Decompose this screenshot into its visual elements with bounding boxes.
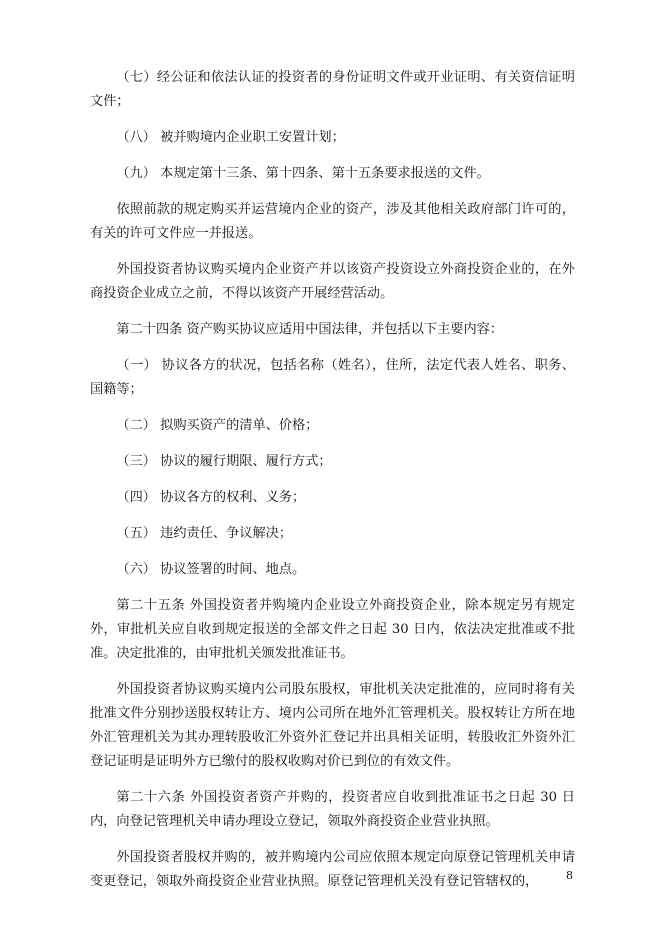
article-26: 第二十六条 外国投资者资产并购的，投资者应自收到批准证书之日起 30 日内，向登记管理机关申请办理设立登记，领取外商投资企业营业执照。 <box>90 790 575 829</box>
paragraph-equity-transfer-approval: 外国投资者协议购买境内公司股东股权，审批机关决定批准的，应同时将有关批准文件分别抄送股权转让方、境内公司所在地外汇管理机关。股权转让方所在地外汇管理机关为其办理转股收汇外资外汇登记并出具相关证明，转股收汇外资外汇登记证明是证明外方已缴付的股权收购对价已到位的有效文件。 <box>90 682 575 769</box>
article-24-item-4: （四） 协议各方的权利、义务； <box>116 490 306 505</box>
article-24-item-1: （一） 协议各方的状况，包括名称（姓名），住所，法定代表人姓名、职务、国籍等； <box>90 358 575 397</box>
article-24-item-6: （六） 协议签署的时间、地点。 <box>116 562 306 577</box>
article-24-item-5: （五） 违约责任、争议解决； <box>116 526 293 541</box>
document-body <box>90 66 575 906</box>
paragraph-asset-purchase-restriction: 外国投资者协议购买境内企业资产并以该资产投资设立外商投资企业的，在外商投资企业成立之前，不得以该资产开展经营活动。 <box>90 262 575 301</box>
article-25: 第二十五条 外国投资者并购境内企业设立外商投资企业，除本规定另有规定外，审批机关应自收到规定报送的全部文件之日起 30 日内，依法决定批准或不批准。决定批准的，由审批机关颁发批准证书。 <box>90 598 575 661</box>
paragraph-government-permits: 依照前款的规定购买并运营境内企业的资产，涉及其他相关政府部门许可的，有关的许可文件应一并报送。 <box>90 202 575 241</box>
item-7-identity-documents: （七）经公证和依法认证的投资者的身份证明文件或开业证明、有关资信证明文件； <box>90 70 575 109</box>
article-24-item-2: （二） 拟购买资产的清单、价格； <box>116 418 319 433</box>
article-24-item-3: （三） 协议的履行期限、履行方式； <box>116 454 332 469</box>
page-number: 8 <box>566 869 573 882</box>
item-8-employee-plan: （八） 被并购境内企业职工安置计划； <box>116 130 345 145</box>
item-9-required-documents: （九） 本规定第十三条、第十四条、第十五条要求报送的文件。 <box>116 166 490 181</box>
article-24-heading: 第二十四条 资产购买协议应适用中国法律，并包括以下主要内容： <box>116 322 504 337</box>
paragraph-equity-merger-registration: 外国投资者股权并购的，被并购境内公司应依照本规定向原登记管理机关申请变更登记，领取外商投资企业营业执照。原登记管理机关没有登记管辖权的， <box>90 850 575 889</box>
